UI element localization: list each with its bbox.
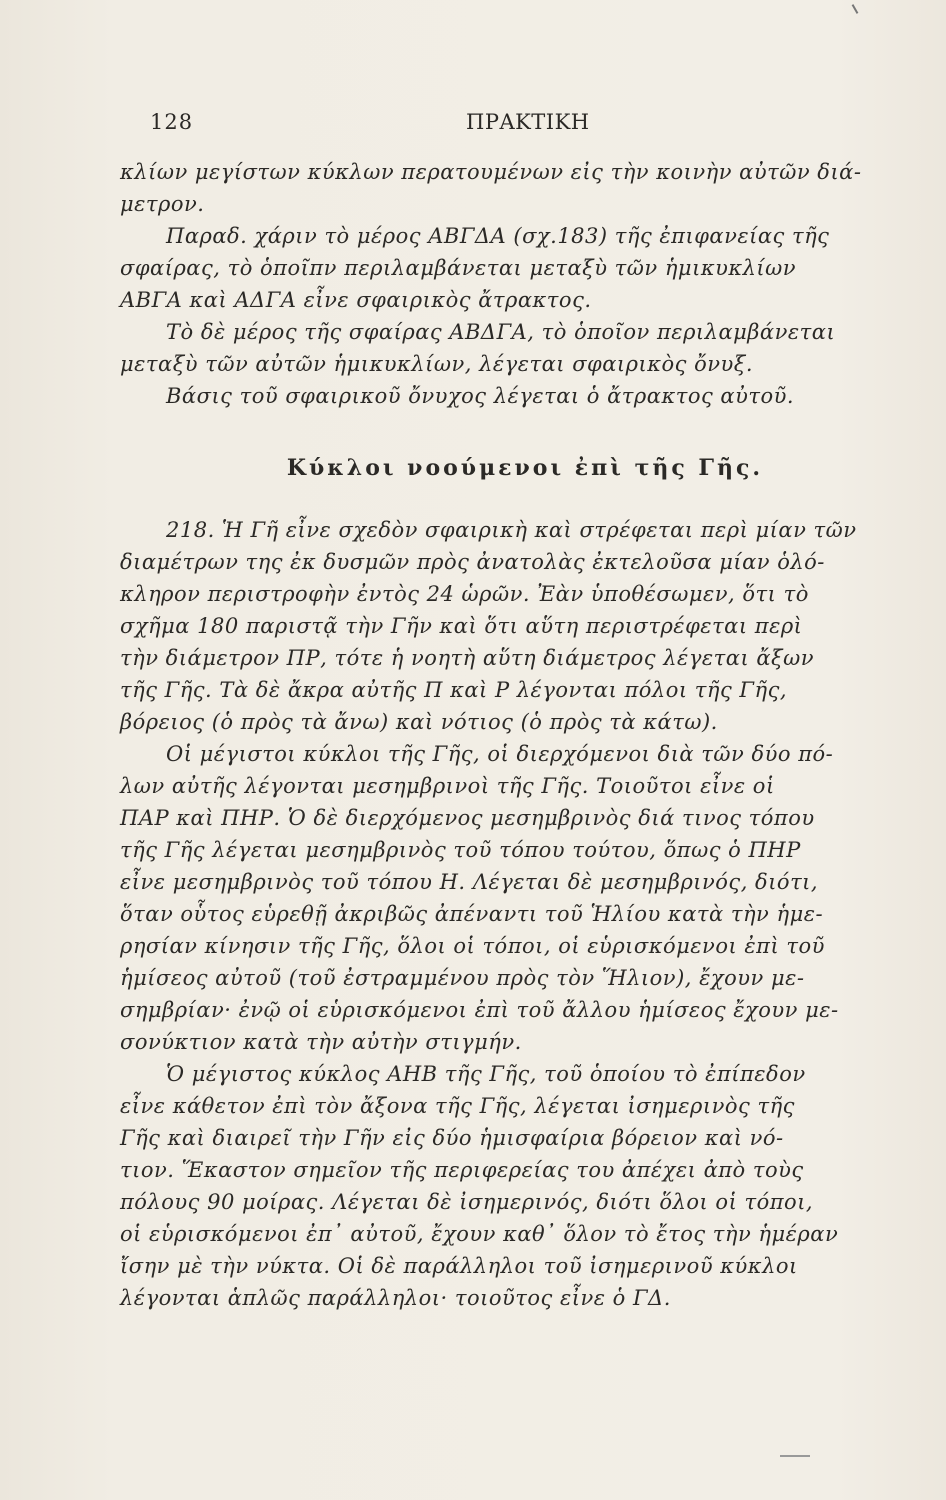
text-line: μεταξὺ τῶν αὐτῶν ἡμικυκλίων, λέγεται σφαιρικὸς ὄνυξ. bbox=[120, 352, 754, 376]
text-line: πόλους 90 μοίρας. Λέγεται δὲ ἰσημερινός, διότι ὅλοι οἱ τόποι, bbox=[120, 1190, 814, 1214]
text-line: Τὸ δὲ μέρος τῆς σφαίρας ΑΒΔΓΑ, τὸ ὁποῖον περιλαμβάνεται bbox=[166, 320, 836, 344]
text-line: σονύκτιον κατὰ τὴν αὐτὴν στιγμήν. bbox=[120, 1030, 522, 1054]
text-line: οἱ εὑρισκόμενοι ἐπ᾽ αὐτοῦ, ἔχουν καθ᾽ ὅλον τὸ ἔτος τὴν ἡμέραν bbox=[120, 1222, 839, 1246]
text-line: εἶνε κάθετον ἐπὶ τὸν ἄξονα τῆς Γῆς, λέγεται ἰσημερινὸς τῆς bbox=[120, 1094, 795, 1118]
margin-mark bbox=[852, 4, 859, 14]
text-line: λέγονται ἁπλῶς παράλληλοι· τοιοῦτος εἶνε ὁ ΓΔ. bbox=[120, 1286, 671, 1310]
page-number: 128 bbox=[150, 110, 194, 134]
text-line: μετρον. bbox=[120, 192, 205, 216]
text-line: ΠΑΡ καὶ ΠΗΡ. Ὁ δὲ διερχόμενος μεσημβρινὸς διά τινος τόπου bbox=[120, 806, 815, 830]
running-title: ΠΡΑΚΤΙΚΗ bbox=[466, 110, 590, 134]
text-line: κληρον περιστροφὴν ἐντὸς 24 ὡρῶν. Ἐὰν ὑποθέσωμεν, ὅτι τὸ bbox=[120, 582, 809, 606]
text-line: ΑΒΓΑ καὶ ΑΔΓΑ εἶνε σφαιρικὸς ἄτρακτος. bbox=[120, 288, 592, 312]
text-line: Γῆς καὶ διαιρεῖ τὴν Γῆν εἰς δύο ἡμισφαίρια βόρειον καὶ νό- bbox=[120, 1126, 784, 1150]
text-line: τῆς Γῆς λέγεται μεσημβρινὸς τοῦ τόπου τούτου, ὅπως ὁ ΠΗΡ bbox=[120, 838, 801, 862]
text-line: τιον. Ἕκαστον σημεῖον τῆς περιφερείας του ἀπέχει ἀπὸ τοὺς bbox=[120, 1158, 804, 1182]
text-line: 218. Ἡ Γῆ εἶνε σχεδὸν σφαιρικὴ καὶ στρέφεται περὶ μίαν τῶν bbox=[166, 518, 857, 542]
text-line: ἴσην μὲ τὴν νύκτα. Οἱ δὲ παράλληλοι τοῦ ἰσημερινοῦ κύκλοι bbox=[120, 1254, 798, 1278]
text-line: διαμέτρων της ἐκ δυσμῶν πρὸς ἀνατολὰς ἐκτελοῦσα μίαν ὁλό- bbox=[120, 550, 825, 574]
text-line: Παραδ. χάριν τὸ μέρος ΑΒΓΔΑ (σχ.183) τῆς ἐπιφανείας τῆς bbox=[166, 224, 830, 248]
text-line: ὅταν οὗτος εὑρεθῇ ἀκριβῶς ἀπέναντι τοῦ Ἡλίου κατὰ τὴν ἡμε- bbox=[120, 902, 824, 926]
text-line: Οἱ μέγιστοι κύκλοι τῆς Γῆς, οἱ διερχόμενοι διὰ τῶν δύο πό- bbox=[166, 742, 834, 766]
text-line: κλίων μεγίστων κύκλων περατουμένων εἰς τὴν κοινὴν αὐτῶν διά- bbox=[120, 160, 862, 184]
body-text bbox=[120, 156, 910, 1314]
text-line: σφαίρας, τὸ ὁποῖπν περιλαμβάνεται μεταξὺ τῶν ἡμικυκλίων bbox=[120, 256, 797, 280]
section-heading: Κύκλοι νοούμενοι ἐπὶ τῆς Γῆς. bbox=[286, 455, 764, 481]
text-line: βόρειος (ὁ πρὸς τὰ ἄνω) καὶ νότιος (ὁ πρὸς τὰ κάτω). bbox=[120, 710, 718, 734]
text-line: σχῆμα 180 παριστᾷ τὴν Γῆν καὶ ὅτι αὕτη περιστρέφεται περὶ bbox=[120, 614, 803, 638]
running-head bbox=[150, 110, 780, 140]
text-line: τὴν διάμετρον ΠΡ, τότε ἡ νοητὴ αὕτη διάμετρος λέγεται ἄξων bbox=[120, 646, 814, 670]
text-line: τῆς Γῆς. Τὰ δὲ ἄκρα αὐτῆς Π καὶ Ρ λέγονται πόλοι τῆς Γῆς, bbox=[120, 678, 788, 702]
text-line: ρησίαν κίνησιν τῆς Γῆς, ὅλοι οἱ τόποι, οἱ εὑρισκόμενοι ἐπὶ τοῦ bbox=[120, 934, 825, 958]
text-line: σημβρίαν· ἐνῷ οἱ εὑρισκόμενοι ἐπὶ τοῦ ἄλλου ἡμίσεος ἔχουν με- bbox=[120, 998, 839, 1022]
text-line: Βάσις τοῦ σφαιρικοῦ ὄνυχος λέγεται ὁ ἄτρακτος αὐτοῦ. bbox=[166, 384, 795, 408]
text-line: ἡμίσεος αὐτοῦ (τοῦ ἐστραμμένου πρὸς τὸν Ἥλιον), ἔχουν με- bbox=[120, 966, 805, 990]
ink-mark bbox=[780, 1455, 810, 1457]
text-line: Ὁ μέγιστος κύκλος ΑΗΒ τῆς Γῆς, τοῦ ὁποίου τὸ ἐπίπεδον bbox=[166, 1062, 806, 1086]
text-line: εἶνε μεσημβρινὸς τοῦ τόπου Η. Λέγεται δὲ μεσημβρινός, διότι, bbox=[120, 870, 819, 894]
text-line: λων αὐτῆς λέγονται μεσημβρινοὶ τῆς Γῆς. Τοιοῦτοι εἶνε οἱ bbox=[120, 774, 775, 798]
